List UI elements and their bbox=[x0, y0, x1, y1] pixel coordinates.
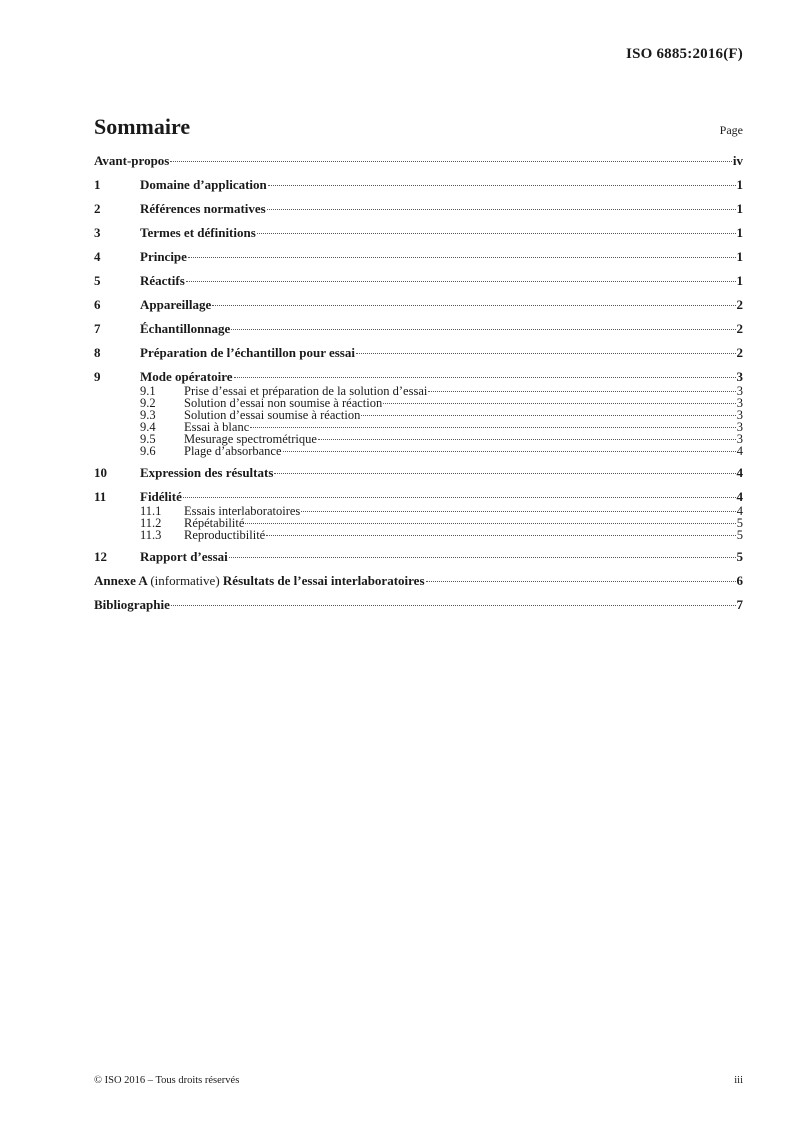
toc-entry-label: Réactifs bbox=[140, 273, 185, 288]
toc-entry-page: 4 bbox=[736, 489, 743, 504]
dot-leader bbox=[268, 185, 736, 186]
toc-entry-label: Expression des résultats bbox=[140, 465, 274, 480]
toc-entry-foreword[interactable] bbox=[94, 153, 743, 169]
toc-entry-number: 9.1 bbox=[140, 384, 156, 398]
toc-entry-number: 10 bbox=[94, 465, 107, 480]
toc-entry-label: Échantillonnage bbox=[140, 321, 231, 336]
footer-copyright: © ISO 2016 – Tous droits réservés bbox=[94, 1075, 240, 1086]
toc-entry-6[interactable] bbox=[94, 297, 743, 313]
dot-leader bbox=[234, 377, 736, 378]
dot-leader bbox=[428, 391, 735, 392]
dot-leader bbox=[250, 427, 735, 428]
toc-entry-number: 3 bbox=[94, 225, 101, 240]
toc-entry-label: Fidélité bbox=[140, 489, 182, 504]
toc-entry-11[interactable] bbox=[94, 489, 743, 505]
toc-entry-page: 2 bbox=[736, 297, 743, 312]
toc-entry-page: 4 bbox=[736, 444, 743, 458]
toc-subentry-11-3[interactable] bbox=[94, 529, 743, 541]
dot-leader bbox=[170, 161, 732, 162]
toc-entry-1[interactable] bbox=[94, 177, 743, 193]
toc-entry-number: 11.2 bbox=[140, 516, 162, 530]
toc-entry-page: 1 bbox=[736, 201, 743, 216]
toc-entry-label: Avant-propos bbox=[94, 153, 170, 168]
toc-entry-number: 5 bbox=[94, 273, 101, 288]
dot-leader bbox=[188, 257, 736, 258]
dot-leader bbox=[245, 523, 735, 524]
toc-entry-number: 11.1 bbox=[140, 504, 162, 518]
toc-entry-number: 4 bbox=[94, 249, 101, 264]
toc-entry-label: Solution d’essai soumise à réaction bbox=[184, 408, 361, 422]
toc-entry-page: 3 bbox=[736, 420, 743, 434]
dot-leader bbox=[212, 305, 735, 306]
table-of-contents bbox=[94, 153, 743, 613]
toc-entry-page: 3 bbox=[736, 432, 743, 446]
toc-entry-label: Termes et définitions bbox=[140, 225, 256, 240]
toc-entry-bibliography[interactable] bbox=[94, 597, 743, 613]
toc-entry-number: 6 bbox=[94, 297, 101, 312]
toc-page-label: Page bbox=[719, 123, 743, 137]
toc-entry-page: 6 bbox=[736, 573, 743, 588]
toc-entry-label: Principe bbox=[140, 249, 187, 264]
toc-entry-page: 5 bbox=[736, 516, 743, 530]
dot-leader bbox=[267, 209, 736, 210]
toc-entry-label: Plage d’absorbance bbox=[184, 444, 282, 458]
toc-entry-page: 1 bbox=[736, 177, 743, 192]
toc-entry-page: 5 bbox=[736, 528, 743, 542]
toc-entry-label: Mode opératoire bbox=[140, 369, 233, 384]
toc-entry-number: 11.3 bbox=[140, 528, 162, 542]
toc-entry-label: Mesurage spectrométrique bbox=[184, 432, 317, 446]
toc-entry-annex-a[interactable] bbox=[94, 573, 743, 589]
footer-page-number: iii bbox=[734, 1075, 743, 1086]
toc-entry-9[interactable] bbox=[94, 369, 743, 385]
dot-leader bbox=[301, 511, 735, 512]
document-id: ISO 6885:2016(F) bbox=[626, 46, 743, 62]
dot-leader bbox=[171, 605, 736, 606]
dot-leader bbox=[183, 497, 736, 498]
toc-entry-3[interactable] bbox=[94, 225, 743, 241]
dot-leader bbox=[426, 581, 736, 582]
toc-entry-label: Domaine d’application bbox=[140, 177, 267, 192]
toc-entry-number: 9.6 bbox=[140, 444, 156, 458]
dot-leader bbox=[186, 281, 736, 282]
toc-header bbox=[94, 110, 743, 140]
toc-entry-label: Prise d’essai et préparation de la solution d’essai bbox=[184, 384, 428, 398]
dot-leader bbox=[274, 473, 735, 474]
toc-entry-number: 9.5 bbox=[140, 432, 156, 446]
toc-entry-label: Références normatives bbox=[140, 201, 266, 216]
toc-subentry-9-6[interactable] bbox=[94, 445, 743, 457]
toc-entry-label: Bibliographie bbox=[94, 597, 170, 612]
toc-entry-label: Essais interlaboratoires bbox=[184, 504, 301, 518]
toc-entry-number: 2 bbox=[94, 201, 101, 216]
annex-qualifier: (informative) bbox=[150, 573, 220, 588]
dot-leader bbox=[283, 451, 736, 452]
toc-entry-number: 1 bbox=[94, 177, 101, 192]
dot-leader bbox=[229, 557, 736, 558]
toc-entry-8[interactable] bbox=[94, 345, 743, 361]
toc-entry-page: iv bbox=[732, 153, 743, 168]
toc-entry-page: 3 bbox=[736, 408, 743, 422]
toc-entry-page: 7 bbox=[736, 597, 743, 612]
toc-entry-label: Appareillage bbox=[140, 297, 212, 312]
toc-entry-page: 2 bbox=[736, 321, 743, 336]
toc-entry-4[interactable] bbox=[94, 249, 743, 265]
toc-entry-number: 8 bbox=[94, 345, 101, 360]
toc-entry-number: 9.4 bbox=[140, 420, 156, 434]
toc-entry-label: Solution d’essai non soumise à réaction bbox=[184, 396, 383, 410]
toc-entry-7[interactable] bbox=[94, 321, 743, 337]
toc-entry-label: Préparation de l’échantillon pour essai bbox=[140, 345, 355, 360]
toc-entry-label bbox=[94, 573, 425, 589]
dot-leader bbox=[318, 439, 736, 440]
toc-entry-5[interactable] bbox=[94, 273, 743, 289]
toc-entry-page: 3 bbox=[736, 369, 743, 384]
toc-entry-label: Rapport d’essai bbox=[140, 549, 228, 564]
toc-entry-10[interactable] bbox=[94, 465, 743, 481]
dot-leader bbox=[356, 353, 736, 354]
dot-leader bbox=[361, 415, 735, 416]
toc-entry-page: 2 bbox=[736, 345, 743, 360]
toc-entry-page: 1 bbox=[736, 273, 743, 288]
toc-entry-page: 4 bbox=[736, 465, 743, 480]
annex-title: Résultats de l’essai interlaboratoires bbox=[222, 573, 425, 588]
toc-entry-label: Répétabilité bbox=[184, 516, 245, 530]
toc-entry-page: 1 bbox=[736, 225, 743, 240]
toc-entry-page: 5 bbox=[736, 549, 743, 564]
toc-entry-page: 1 bbox=[736, 249, 743, 264]
toc-entry-number: 12 bbox=[94, 549, 107, 564]
toc-entry-2[interactable] bbox=[94, 201, 743, 217]
toc-entry-label: Essai à blanc bbox=[184, 420, 250, 434]
dot-leader bbox=[231, 329, 735, 330]
toc-entry-page: 4 bbox=[736, 504, 743, 518]
toc-entry-number: 11 bbox=[94, 489, 107, 504]
dot-leader bbox=[383, 403, 736, 404]
toc-entry-12[interactable] bbox=[94, 549, 743, 565]
toc-title: Sommaire bbox=[94, 114, 191, 139]
dot-leader bbox=[257, 233, 736, 234]
toc-entry-label: Reproductibilité bbox=[184, 528, 266, 542]
annex-prefix: Annexe A bbox=[94, 573, 148, 588]
toc-entry-number: 9 bbox=[94, 369, 101, 384]
toc-entry-page: 3 bbox=[736, 396, 743, 410]
toc-entry-page: 3 bbox=[736, 384, 743, 398]
toc-entry-number: 9.3 bbox=[140, 408, 156, 422]
dot-leader bbox=[266, 535, 736, 536]
toc-entry-number: 7 bbox=[94, 321, 101, 336]
toc-entry-number: 9.2 bbox=[140, 396, 156, 410]
